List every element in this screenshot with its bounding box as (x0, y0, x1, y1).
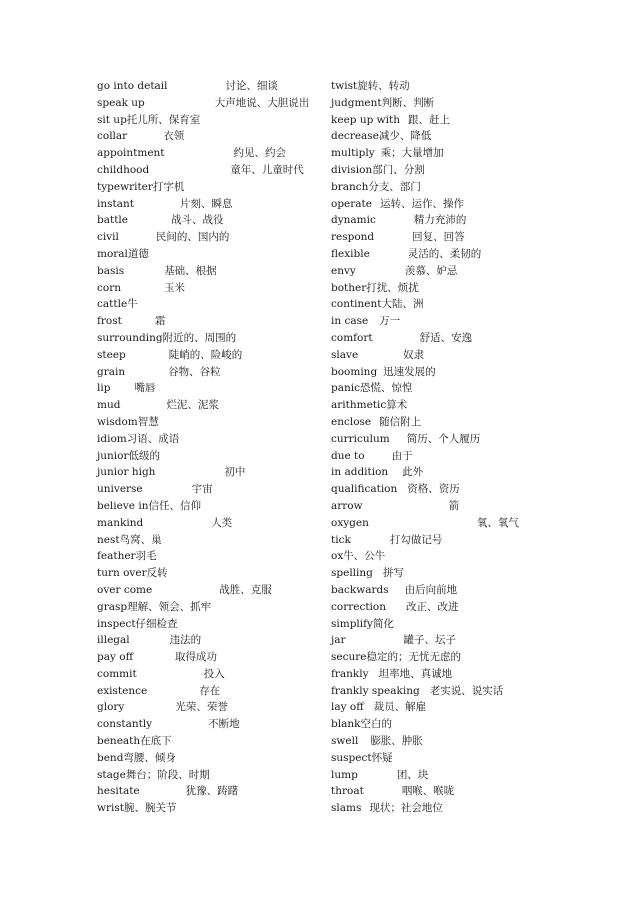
vocab-word: tick (331, 533, 351, 546)
vocab-entry (331, 582, 521, 599)
vocab-word: respond (331, 231, 375, 244)
vocab-word: due to (331, 449, 365, 462)
vocab-word: constantly (97, 718, 153, 731)
vocab-word: cattle (97, 298, 128, 311)
vocab-word: basis (97, 264, 125, 277)
vocab-meaning: 咽喉、喉咙 (401, 785, 455, 798)
vocab-meaning: 智慧 (137, 415, 159, 428)
vocab-entry (97, 649, 367, 666)
vocab-word: slave (331, 348, 359, 361)
vocab-meaning: 怀疑 (371, 751, 393, 764)
vocab-entry (97, 364, 367, 381)
vocab-word: correction (331, 600, 386, 613)
vocab-entry (331, 515, 521, 532)
vocab-entry (331, 733, 521, 750)
vocab-entry (97, 95, 367, 112)
vocab-word: oxygen (331, 516, 369, 529)
vocab-word: childhood (97, 163, 150, 176)
vocab-entry (97, 683, 367, 700)
vocab-entry (97, 750, 367, 767)
vocab-entry (331, 145, 521, 162)
vocab-meaning: 人类 (211, 516, 233, 529)
vocab-word: comfort (331, 331, 373, 344)
vocab-meaning: 信任、信仰 (148, 499, 201, 512)
vocab-meaning: 羡慕、妒忌 (404, 264, 458, 277)
vocab-entry (331, 464, 521, 481)
vocab-meaning: 奴隶 (403, 348, 425, 361)
vocab-meaning: 简化 (372, 617, 394, 630)
vocab-word: spelling (331, 567, 373, 580)
vocab-meaning: 万一 (379, 315, 401, 328)
vocab-meaning: 讨论、细谈 (225, 80, 279, 92)
vocab-word: existence (97, 684, 148, 697)
vocab-word: speak up (97, 96, 145, 109)
vocab-word: go into detail (97, 80, 168, 92)
vocab-word: bother (331, 281, 367, 294)
vocab-entry (331, 565, 521, 582)
vocab-meaning: 反转 (146, 567, 168, 580)
vocab-word: dynamic (331, 214, 376, 227)
vocab-entry (331, 699, 521, 716)
vocab-entry (97, 313, 367, 330)
vocab-word: twist (331, 80, 358, 92)
vocab-word: frost (97, 315, 122, 328)
vocab-word: idiom (97, 432, 127, 445)
vocab-entry (331, 750, 521, 767)
vocab-meaning: 舞台；阶段、时期 (125, 768, 210, 781)
vocab-entry (331, 212, 521, 229)
vocab-meaning: 光荣、荣誉 (175, 701, 228, 714)
vocab-word: mankind (97, 516, 144, 529)
vocab-word: keep up with (331, 113, 400, 126)
vocab-word: qualification (331, 483, 398, 496)
vocab-meaning: 打勾做记号 (389, 533, 443, 546)
left-vocabulary-column (97, 78, 367, 817)
vocab-meaning: 陡峭的、险峻的 (168, 348, 243, 361)
vocab-meaning: 跟、赶上 (408, 113, 450, 126)
vocab-word: wrist (97, 802, 124, 815)
vocab-word: suspect (331, 751, 372, 764)
vocab-meaning: 箭 (448, 499, 460, 512)
vocab-word: turn over (97, 567, 147, 580)
vocab-meaning: 投入 (203, 667, 225, 680)
vocab-meaning: 由于 (391, 449, 413, 462)
vocab-entry (97, 263, 367, 280)
vocab-meaning: 稳定的；无忧无虑的 (366, 651, 461, 664)
right-vocabulary-column (331, 78, 521, 817)
vocab-meaning: 裁员、解雇 (373, 701, 427, 714)
vocab-meaning: 部门、分割 (372, 163, 425, 176)
vocab-entry (331, 599, 521, 616)
vocab-word: sit up (97, 113, 127, 126)
vocab-entry (331, 616, 521, 633)
vocab-word: backwards (331, 583, 389, 596)
vocab-word: junior high (97, 466, 156, 479)
vocab-word: hesitate (97, 785, 140, 798)
vocab-entry (97, 699, 367, 716)
vocab-entry (331, 800, 521, 817)
vocab-meaning: 算术 (386, 399, 408, 412)
vocab-entry (331, 296, 521, 313)
vocab-word: civil (97, 231, 119, 244)
vocab-word: glory (97, 701, 125, 714)
vocab-entry (331, 246, 521, 263)
vocab-meaning: 坦率地、真诚地 (378, 667, 453, 680)
vocab-word: in addition (331, 466, 389, 479)
vocab-entry (97, 380, 367, 397)
vocab-meaning: 片刻、瞬息 (179, 197, 233, 210)
vocab-entry (331, 431, 521, 448)
vocab-word: throat (331, 785, 364, 798)
vocab-word: wisdom (97, 415, 138, 428)
vocab-meaning: 迅速发展的 (383, 365, 436, 378)
vocab-entry (97, 196, 367, 213)
vocab-meaning: 衣领 (163, 130, 185, 143)
vocab-entry (97, 229, 367, 246)
vocab-meaning: 弯腰、倾身 (123, 751, 176, 764)
vocab-word: instant (97, 197, 134, 210)
vocab-meaning: 精力充沛的 (413, 214, 467, 227)
vocab-meaning: 在底下 (140, 735, 172, 748)
vocab-meaning: 取得成功 (175, 651, 218, 664)
vocab-entry (97, 666, 367, 683)
vocab-word: flexible (331, 247, 370, 260)
vocab-word: simplify (331, 617, 373, 630)
vocab-entry (97, 246, 367, 263)
vocab-word: grasp (97, 600, 128, 613)
vocab-entry (331, 716, 521, 733)
vocab-entry (97, 481, 367, 498)
vocab-word: jar (331, 634, 346, 647)
vocab-meaning: 旋转、转动 (357, 80, 410, 92)
vocab-entry (331, 263, 521, 280)
vocab-meaning: 乘；大量增加 (380, 147, 444, 160)
vocab-meaning: 习语、成语 (126, 432, 180, 445)
vocab-entry (97, 632, 367, 649)
vocab-entry (331, 683, 521, 700)
vocab-entry (97, 532, 367, 549)
vocab-word: arithmetic (331, 399, 387, 412)
vocab-meaning: 大声地说、大胆说出 (214, 96, 310, 109)
vocab-meaning: 氧、氧气 (476, 516, 519, 529)
vocab-entry (97, 716, 367, 733)
vocab-entry (97, 414, 367, 431)
vocab-word: frankly (331, 667, 369, 680)
vocab-word: panic (331, 382, 360, 395)
vocab-word: lay off (331, 701, 364, 714)
vocab-entry (97, 162, 367, 179)
vocab-meaning: 初中 (224, 466, 246, 479)
vocab-word: multiply (331, 147, 375, 160)
vocab-word: envy (331, 264, 356, 277)
vocab-meaning: 不断地 (208, 718, 240, 731)
vocab-meaning: 低级的 (128, 449, 160, 462)
vocab-meaning: 改正、改进 (406, 600, 459, 613)
vocab-meaning: 道德 (127, 247, 149, 260)
vocab-word: curriculum (331, 432, 390, 445)
vocab-word: secure (331, 651, 367, 664)
vocab-entry (331, 666, 521, 683)
vocab-meaning: 由后向前地 (404, 583, 458, 596)
vocab-word: corn (97, 281, 121, 294)
vocab-word: collar (97, 130, 128, 143)
vocab-word: beneath (97, 735, 141, 748)
vocab-meaning: 判断、判断 (381, 96, 435, 109)
vocab-entry (331, 414, 521, 431)
vocab-entry (97, 565, 367, 582)
vocab-entry (331, 95, 521, 112)
vocab-entry (97, 582, 367, 599)
vocab-meaning: 打字机 (152, 180, 185, 193)
vocab-entry (97, 145, 367, 162)
vocab-word: mud (97, 399, 121, 412)
vocab-word: grain (97, 365, 126, 378)
vocab-meaning: 随信附上 (379, 415, 422, 428)
vocab-entry (331, 783, 521, 800)
vocab-entry (331, 481, 521, 498)
vocab-entry (97, 448, 367, 465)
vocab-meaning: 宇宙 (191, 483, 213, 496)
vocab-entry (97, 397, 367, 414)
vocab-entry (97, 464, 367, 481)
vocab-entry (97, 498, 367, 515)
vocab-meaning: 战斗、战役 (171, 214, 224, 227)
vocab-meaning: 打扰、烦扰 (366, 281, 419, 294)
vocab-entry (331, 196, 521, 213)
vocab-entry (97, 616, 367, 633)
vocab-word: operate (331, 197, 372, 210)
vocab-meaning: 战胜、克服 (219, 583, 272, 596)
vocab-meaning: 老实说、说实话 (429, 684, 504, 697)
vocab-entry (331, 364, 521, 381)
vocab-entry (97, 78, 367, 95)
vocab-meaning: 灵活的、柔韧的 (407, 247, 482, 260)
vocab-word: judgment (331, 96, 382, 109)
vocab-word: pay off (97, 651, 134, 664)
vocab-meaning: 霜 (154, 315, 166, 328)
vocab-word: lip (97, 382, 111, 395)
vocab-entry (331, 347, 521, 364)
vocab-word: universe (97, 483, 143, 496)
vocab-meaning: 大陆、洲 (381, 298, 424, 311)
vocab-meaning: 现状；社会地位 (369, 802, 443, 815)
vocab-entry (331, 548, 521, 565)
vocab-meaning: 嘴唇 (134, 382, 156, 395)
vocab-meaning: 玉米 (163, 281, 185, 294)
vocab-meaning: 牛 (127, 298, 138, 311)
vocab-word: division (331, 163, 373, 176)
vocab-entry (331, 313, 521, 330)
vocab-entry (331, 397, 521, 414)
vocab-meaning: 分支、部门 (368, 180, 421, 193)
vocab-entry (331, 632, 521, 649)
vocab-entry (331, 128, 521, 145)
vocab-word: commit (97, 667, 137, 680)
vocab-entry (331, 767, 521, 784)
vocab-meaning: 腕、腕关节 (123, 802, 177, 815)
vocab-entry (97, 733, 367, 750)
vocab-word: lump (331, 768, 358, 781)
vocab-meaning: 仔细检查 (135, 617, 178, 630)
vocab-entry (331, 498, 521, 515)
vocab-word: continent (331, 298, 382, 311)
vocab-word: frankly speaking (331, 684, 420, 697)
vocab-word: believe in (97, 499, 149, 512)
vocab-meaning: 简历、个人履历 (406, 432, 481, 445)
vocab-entry (331, 380, 521, 397)
vocab-entry (331, 78, 521, 95)
vocab-entry (97, 599, 367, 616)
vocab-word: ox (331, 550, 344, 563)
vocab-word: booming (331, 365, 378, 378)
vocab-meaning: 托儿所、保育室 (126, 113, 201, 126)
vocab-entry (331, 280, 521, 297)
vocab-entry (97, 548, 367, 565)
vocab-meaning: 团、块 (396, 768, 429, 781)
vocab-word: in case (331, 315, 369, 328)
vocab-meaning: 附近的、周围的 (162, 331, 237, 344)
vocab-entry (97, 212, 367, 229)
vocab-word: steep (97, 348, 126, 361)
vocab-meaning: 牛、公牛 (343, 550, 386, 563)
vocab-word: junior (97, 449, 129, 462)
vocab-meaning: 童年、儿童时代 (230, 163, 304, 176)
vocab-entry (97, 128, 367, 145)
vocab-entry (331, 532, 521, 549)
vocab-meaning: 羽毛 (135, 550, 157, 563)
vocab-meaning: 舒适、安逸 (419, 331, 473, 344)
vocab-meaning: 存在 (199, 684, 221, 697)
vocab-meaning: 理解、领会、抓牢 (127, 600, 212, 613)
vocab-word: feather (97, 550, 136, 563)
vocab-entry (97, 280, 367, 297)
vocab-meaning: 罐子、坛子 (403, 634, 457, 647)
vocab-word: nest (97, 533, 120, 546)
vocab-meaning: 膨胀、肿胀 (370, 735, 423, 748)
vocab-entry (97, 330, 367, 347)
vocab-entry (97, 347, 367, 364)
vocab-word: battle (97, 214, 128, 227)
vocab-entry (331, 448, 521, 465)
vocab-meaning: 此外 (402, 466, 424, 479)
vocab-word: typewriter (97, 180, 153, 193)
vocab-entry (331, 179, 521, 196)
vocab-word: appointment (97, 147, 165, 160)
vocab-meaning: 减少、降低 (378, 130, 432, 143)
vocab-meaning: 回复、回答 (412, 231, 465, 244)
vocab-word: stage (97, 768, 126, 781)
vocab-word: arrow (331, 499, 363, 512)
vocab-word: bend (97, 751, 124, 764)
vocab-meaning: 民间的、国内的 (155, 231, 230, 244)
vocab-meaning: 运转、运作、操作 (379, 197, 464, 210)
vocab-word: swell (331, 735, 359, 748)
vocab-word: surrounding (97, 331, 163, 344)
vocab-word: branch (331, 180, 369, 193)
vocab-word: slams (331, 802, 362, 815)
vocab-meaning: 犹豫、踌躇 (185, 785, 239, 798)
vocab-word: blank (331, 718, 361, 731)
vocab-word: decrease (331, 130, 379, 143)
vocab-meaning: 资格、资历 (407, 483, 460, 496)
vocab-meaning: 恐慌、惊惶 (359, 382, 413, 395)
vocab-meaning: 拼写 (382, 567, 404, 580)
vocab-meaning: 基础、根据 (164, 264, 217, 277)
vocab-entry (97, 179, 367, 196)
vocab-word: illegal (97, 634, 130, 647)
vocab-entry (97, 515, 367, 532)
vocab-entry (331, 649, 521, 666)
vocab-entry (97, 296, 367, 313)
vocab-meaning: 烂泥、泥浆 (166, 399, 219, 412)
vocab-meaning: 鸟窝、巢 (119, 533, 162, 546)
vocab-word: enclose (331, 415, 372, 428)
vocab-meaning: 约见、约会 (233, 147, 287, 160)
vocab-entry (331, 112, 521, 129)
vocab-entry (97, 800, 367, 817)
vocab-entry (97, 767, 367, 784)
vocab-word: over come (97, 583, 153, 596)
vocab-meaning: 违法的 (169, 634, 202, 647)
vocab-meaning: 谷物、谷粒 (168, 365, 221, 378)
vocab-entry (97, 431, 367, 448)
vocab-word: moral (97, 247, 128, 260)
vocab-word: inspect (97, 617, 136, 630)
vocab-entry (97, 783, 367, 800)
vocab-entry (331, 229, 521, 246)
vocab-entry (331, 330, 521, 347)
vocab-meaning: 空白的 (360, 718, 392, 731)
vocab-entry (331, 162, 521, 179)
vocab-entry (97, 112, 367, 129)
